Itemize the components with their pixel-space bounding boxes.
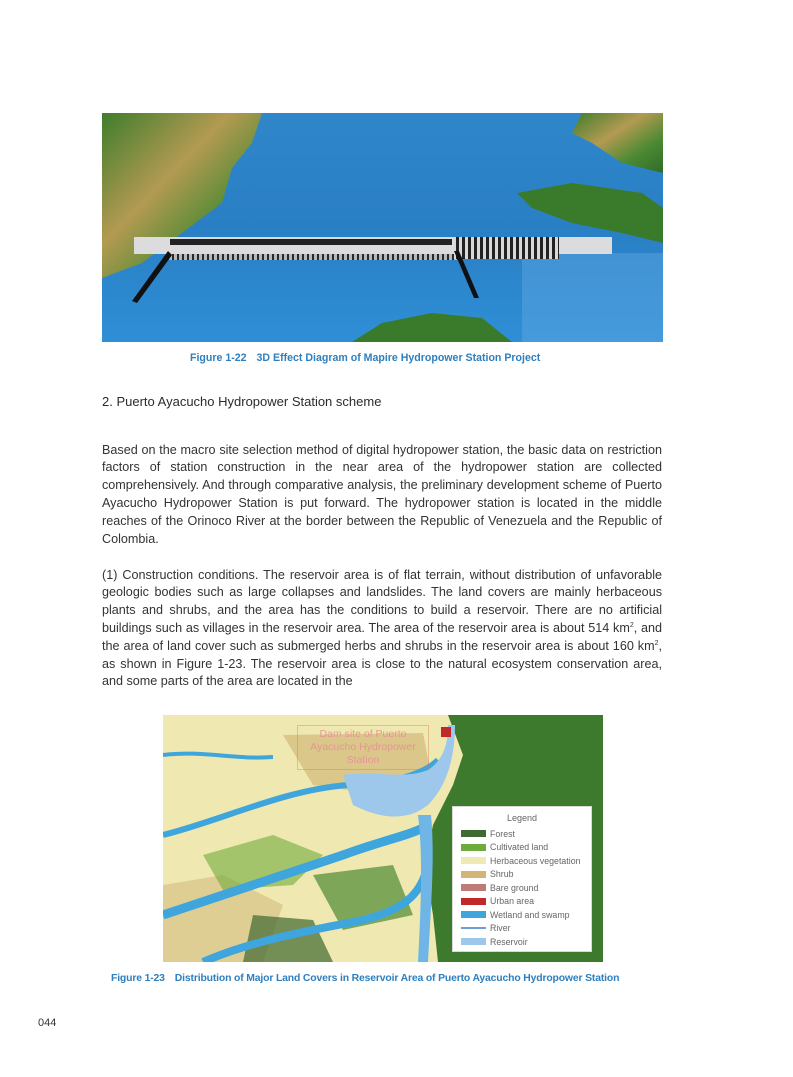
figure-number: Figure 1-22	[190, 352, 247, 364]
land-cover-map	[163, 715, 603, 962]
spillway-gates	[454, 237, 559, 259]
section-heading: 2. Puerto Ayacucho Hydropower Station scheme	[102, 394, 382, 409]
legend-item-urban-area	[453, 895, 591, 909]
paragraph-construction-conditions	[102, 567, 662, 692]
figure-number: Figure 1-23	[111, 973, 165, 984]
legend-swatch	[461, 857, 486, 864]
legend-swatch	[461, 911, 486, 918]
map-legend	[452, 806, 592, 952]
legend-item-shrub	[453, 868, 591, 882]
legend-swatch	[461, 871, 486, 878]
legend-item-forest	[453, 827, 591, 841]
legend-title: Legend	[506, 813, 538, 823]
text-run: , as shown in Figure 1-23. The reservoir area is close to the natural ecosystem conservation area, and some parts of the area are located in the	[102, 638, 662, 689]
legend-swatch	[461, 898, 486, 905]
legend-label: Wetland and swamp	[490, 909, 570, 920]
legend-label: Urban area	[490, 896, 535, 907]
figure-title: Distribution of Major Land Covers in Reservoir Area of Puerto Ayacucho Hydropower Station	[174, 973, 620, 984]
legend-label: Cultivated land	[490, 842, 549, 853]
legend-swatch	[461, 844, 486, 851]
urban-patch	[441, 727, 451, 737]
paragraph-site-selection: Based on the macro site selection method of digital hydropower station, the basic data on restriction factors of station construction in the near area of the hydropower station are collected comprehensively. And through comparative analysis, the preliminary development scheme of Puerto Ayacucho Hydropower Station is put forward. The hydropower station is located in the middle reaches of the Orinoco River at the border between the Republic of Venezuela and the Republic of Colombia.	[102, 442, 662, 546]
figure-caption-1-22	[190, 352, 540, 364]
figure-caption-1-23	[111, 973, 619, 984]
figure-title: 3D Effect Diagram of Mapire Hydropower Station Project	[256, 352, 541, 364]
text-run: , and the area of land cover such as submerged herbs and shrubs in the reservoir area is about 160 km	[102, 620, 662, 653]
legend-label: Reservoir	[490, 936, 528, 947]
legend-swatch	[461, 830, 486, 837]
legend-item-wetland-and-swamp	[453, 908, 591, 922]
legend-item-herbaceous-vegetation	[453, 854, 591, 868]
legend-label: Herbaceous vegetation	[490, 855, 581, 866]
legend-item-bare-ground	[453, 881, 591, 895]
legend-item-cultivated-land	[453, 841, 591, 855]
superscript: 2	[654, 639, 659, 647]
text-run: (1) Construction conditions. The reservoir area is of flat terrain, without distribution of unfavorable geologic bodies such as large collapses and landslides. The land covers are mainly herbaceous plants and shrubs, and the area has the conditions to build a reservoir. There are no artificial buildings such as villages in the reservoir area. The area of the reservoir area is about 514 km	[102, 567, 662, 635]
dam-site-label: Dam site of Puerto Ayacucho Hydropower Station	[297, 725, 429, 770]
legend-item-reservoir	[453, 935, 591, 949]
legend-label: River	[490, 923, 511, 934]
legend-label: Bare ground	[490, 882, 539, 893]
dam-3d-render-image	[102, 113, 663, 342]
legend-label: Shrub	[490, 869, 514, 880]
legend-swatch	[461, 884, 486, 891]
page-number: 044	[38, 1017, 57, 1029]
superscript: 2	[629, 621, 634, 629]
legend-line	[461, 927, 486, 929]
legend-swatch	[461, 938, 486, 945]
legend-label: Forest	[490, 828, 515, 839]
legend-item-river	[453, 922, 591, 936]
